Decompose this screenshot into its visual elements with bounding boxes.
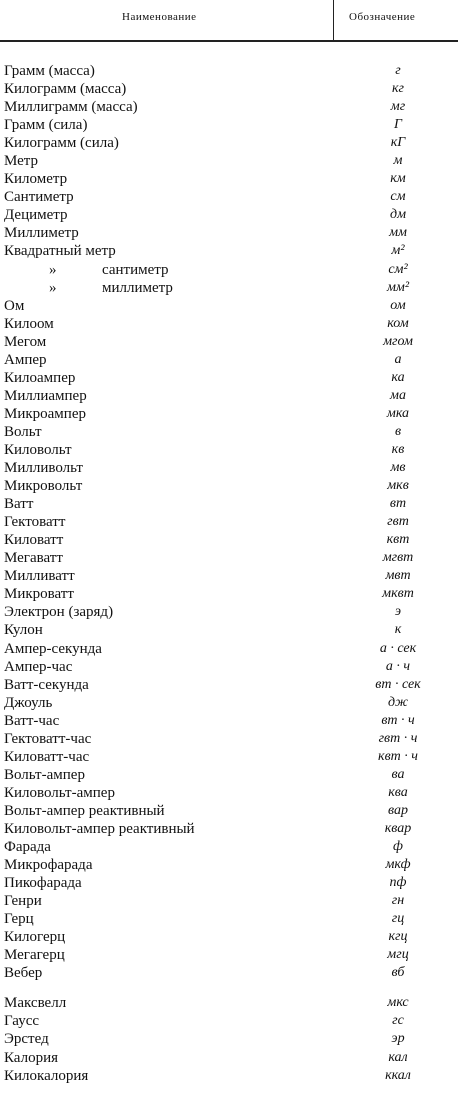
unit-name: Килогерц bbox=[4, 929, 66, 946]
unit-name: Килограмм (сила) bbox=[4, 135, 119, 152]
table-row bbox=[0, 387, 458, 405]
table-row bbox=[0, 676, 458, 694]
unit-name: Милливольт bbox=[4, 460, 83, 477]
table-row bbox=[0, 946, 458, 964]
table-row bbox=[0, 658, 458, 676]
table-row bbox=[0, 62, 458, 80]
unit-symbol: вт · ч bbox=[381, 712, 415, 728]
unit-name-text: миллиметр bbox=[102, 279, 173, 296]
unit-symbol: гн bbox=[391, 893, 405, 909]
unit-name: Киловольт-ампер bbox=[4, 784, 115, 801]
table-row bbox=[0, 730, 458, 748]
unit-name: Мегагерц bbox=[4, 947, 65, 964]
table-row bbox=[0, 585, 458, 603]
unit-name: Мегом bbox=[4, 333, 47, 350]
table-row bbox=[0, 838, 458, 856]
table-row bbox=[0, 441, 458, 459]
table-row bbox=[0, 333, 458, 351]
unit-symbol: а · ч bbox=[385, 658, 411, 674]
table-row bbox=[0, 206, 458, 224]
table-row bbox=[0, 513, 458, 531]
unit-name: Сантиметр bbox=[4, 189, 74, 206]
unit-symbol: вт · сек bbox=[375, 676, 421, 692]
table-row bbox=[0, 712, 458, 730]
table-row bbox=[0, 279, 458, 297]
unit-name: Килограмм (масса) bbox=[4, 81, 127, 98]
unit-symbol: ва bbox=[391, 766, 405, 782]
unit-symbol: мм bbox=[389, 225, 407, 241]
unit-name: Микроампер bbox=[4, 405, 86, 422]
table-row bbox=[0, 152, 458, 170]
table-row bbox=[0, 351, 458, 369]
unit-symbol: вб bbox=[391, 965, 405, 981]
unit-name bbox=[49, 261, 169, 279]
table-row bbox=[0, 567, 458, 585]
unit-name: Гектоватт-час bbox=[4, 730, 92, 747]
unit-symbol: кал bbox=[388, 1049, 408, 1065]
unit-symbol: мгц bbox=[387, 947, 409, 963]
unit-symbol: мг bbox=[390, 99, 406, 115]
unit-name: Микроватт bbox=[4, 586, 74, 603]
unit-symbol: мгом bbox=[383, 333, 413, 349]
table-row bbox=[0, 928, 458, 946]
table-row bbox=[0, 994, 458, 1012]
unit-symbol: эр bbox=[391, 1031, 405, 1047]
table-row bbox=[0, 297, 458, 315]
name-column-header: Наименование bbox=[122, 11, 197, 23]
table-row bbox=[0, 640, 458, 658]
table-row bbox=[0, 224, 458, 242]
header-column-divider bbox=[333, 0, 334, 40]
unit-symbol: мвт bbox=[385, 568, 411, 584]
table-row bbox=[0, 1030, 458, 1048]
unit-name: Электрон (заряд) bbox=[4, 604, 114, 621]
unit-name: Килокалория bbox=[4, 1067, 89, 1084]
unit-name: Киловатт bbox=[4, 532, 64, 549]
unit-name: Метр bbox=[4, 153, 39, 170]
unit-symbol: Г bbox=[394, 117, 402, 133]
unit-name: Вольт-ампер bbox=[4, 766, 85, 783]
unit-symbol: квар bbox=[384, 820, 412, 836]
unit-symbol: ком bbox=[387, 315, 409, 331]
unit-symbol: м² bbox=[391, 243, 405, 259]
unit-name: Миллиметр bbox=[4, 225, 79, 242]
table-row bbox=[0, 748, 458, 766]
unit-name: Килоом bbox=[4, 315, 54, 332]
unit-symbol: кв bbox=[391, 441, 405, 457]
unit-name: Генри bbox=[4, 893, 42, 910]
unit-symbol: мм² bbox=[386, 279, 410, 295]
unit-name: Миллиграмм (масса) bbox=[4, 99, 138, 116]
unit-symbol: ккал bbox=[385, 1067, 411, 1083]
table-row bbox=[0, 603, 458, 621]
unit-symbol: а · сек bbox=[379, 640, 417, 656]
unit-symbol: см² bbox=[388, 261, 408, 277]
table-row bbox=[0, 874, 458, 892]
unit-symbol: э bbox=[394, 604, 402, 620]
unit-symbol: кГ bbox=[390, 135, 406, 151]
table-row bbox=[0, 1067, 458, 1085]
unit-symbol: см bbox=[390, 189, 406, 205]
unit-symbol: кгц bbox=[388, 929, 408, 945]
unit-name: Милливатт bbox=[4, 568, 75, 585]
table-row bbox=[0, 910, 458, 928]
unit-name: Дециметр bbox=[4, 207, 68, 224]
unit-symbol: дж bbox=[387, 694, 409, 710]
unit-symbol: квт bbox=[386, 532, 410, 548]
unit-name: Киловольт-ампер реактивный bbox=[4, 820, 195, 837]
unit-symbol: пф bbox=[389, 875, 407, 891]
unit-name: Пикофарада bbox=[4, 875, 82, 892]
unit-name: Эрстед bbox=[4, 1031, 49, 1048]
unit-symbol: мкф bbox=[385, 857, 411, 873]
table-row bbox=[0, 98, 458, 116]
table-row bbox=[0, 802, 458, 820]
unit-symbol: мгвт bbox=[382, 550, 414, 566]
unit-symbol: мв bbox=[390, 460, 406, 476]
unit-name: Квадратный метр bbox=[4, 243, 116, 260]
table-row bbox=[0, 694, 458, 712]
table-row bbox=[0, 495, 458, 513]
table-row bbox=[0, 459, 458, 477]
unit-name: Фарада bbox=[4, 839, 51, 856]
ditto-mark: » bbox=[49, 279, 57, 296]
table-row bbox=[0, 188, 458, 206]
unit-name: Мегаватт bbox=[4, 550, 63, 567]
unit-name: Кулон bbox=[4, 622, 43, 639]
unit-name: Грамм (масса) bbox=[4, 63, 95, 79]
units-table-body bbox=[0, 62, 458, 1085]
unit-name: Вольт bbox=[4, 423, 42, 440]
table-row bbox=[0, 1012, 458, 1030]
unit-name: Ватт-секунда bbox=[4, 676, 89, 693]
unit-symbol: м bbox=[393, 153, 403, 169]
unit-symbol: гвт bbox=[387, 514, 409, 530]
unit-symbol: кг bbox=[391, 81, 404, 97]
unit-symbol: г bbox=[395, 63, 401, 78]
table-row bbox=[0, 549, 458, 567]
unit-symbol: ф bbox=[393, 839, 403, 855]
symbol-column-header: Обозначение bbox=[349, 11, 416, 23]
unit-name: Ампер bbox=[4, 351, 47, 368]
table-row bbox=[0, 80, 458, 98]
unit-name: Вебер bbox=[4, 965, 43, 982]
unit-name: Ватт-час bbox=[4, 712, 60, 729]
unit-symbol: к bbox=[394, 622, 402, 638]
unit-symbol: гс bbox=[392, 1013, 404, 1029]
ditto-mark: » bbox=[49, 261, 57, 278]
unit-name: Микрофарада bbox=[4, 857, 93, 874]
unit-name: Километр bbox=[4, 171, 68, 188]
table-row bbox=[0, 315, 458, 333]
unit-symbol: гвт · ч bbox=[378, 730, 418, 746]
table-row bbox=[0, 531, 458, 549]
unit-symbol: гц bbox=[391, 911, 405, 927]
unit-symbol: мкс bbox=[387, 995, 409, 1011]
unit-name: Ом bbox=[4, 297, 25, 314]
unit-name: Миллиампер bbox=[4, 387, 87, 404]
unit-name: Гаусс bbox=[4, 1013, 40, 1030]
unit-symbol: мка bbox=[386, 405, 410, 421]
unit-name bbox=[49, 279, 173, 297]
table-row bbox=[0, 405, 458, 423]
unit-symbol: ом bbox=[390, 297, 406, 313]
table-row bbox=[0, 369, 458, 387]
unit-symbol: квт · ч bbox=[378, 748, 418, 764]
unit-symbol: а bbox=[394, 351, 402, 367]
table-row bbox=[0, 784, 458, 802]
unit-name-text: сантиметр bbox=[102, 261, 169, 278]
table-row bbox=[0, 116, 458, 134]
table-row bbox=[0, 766, 458, 784]
table-row bbox=[0, 261, 458, 279]
unit-symbol: км bbox=[390, 171, 406, 187]
unit-symbol: ма bbox=[390, 387, 406, 403]
unit-name: Ампер-час bbox=[4, 658, 73, 675]
table-row bbox=[0, 820, 458, 838]
unit-symbol: вар bbox=[388, 802, 408, 818]
unit-symbol: в bbox=[394, 423, 402, 439]
table-row bbox=[0, 856, 458, 874]
unit-name: Киловольт bbox=[4, 441, 72, 458]
table-row bbox=[0, 477, 458, 495]
unit-symbol: мкв bbox=[387, 478, 409, 494]
unit-symbol: мквт bbox=[382, 586, 414, 602]
table-row bbox=[0, 892, 458, 910]
unit-symbol: ка bbox=[391, 369, 405, 385]
unit-name: Калория bbox=[4, 1049, 59, 1066]
table-row bbox=[0, 423, 458, 441]
unit-name: Микровольт bbox=[4, 478, 83, 495]
unit-name: Герц bbox=[4, 911, 34, 928]
unit-symbol: вт bbox=[389, 496, 407, 512]
unit-name: Джоуль bbox=[4, 694, 53, 711]
unit-name: Ампер-секунда bbox=[4, 640, 102, 657]
unit-symbol: дм bbox=[389, 207, 407, 223]
unit-name: Килоампер bbox=[4, 369, 76, 386]
unit-name: Ватт bbox=[4, 496, 34, 513]
table-row bbox=[0, 1049, 458, 1067]
table-row bbox=[0, 621, 458, 639]
unit-name: Вольт-ампер реактивный bbox=[4, 802, 165, 819]
unit-name: Гектоватт bbox=[4, 514, 66, 531]
unit-symbol: ква bbox=[388, 784, 408, 800]
table-row bbox=[0, 134, 458, 152]
unit-name: Киловатт-час bbox=[4, 748, 90, 765]
table-row bbox=[0, 170, 458, 188]
header-rule bbox=[0, 40, 458, 42]
table-row bbox=[0, 964, 458, 982]
unit-name: Максвелл bbox=[4, 995, 67, 1012]
unit-name: Грамм (сила) bbox=[4, 117, 88, 134]
table-row bbox=[0, 242, 458, 260]
